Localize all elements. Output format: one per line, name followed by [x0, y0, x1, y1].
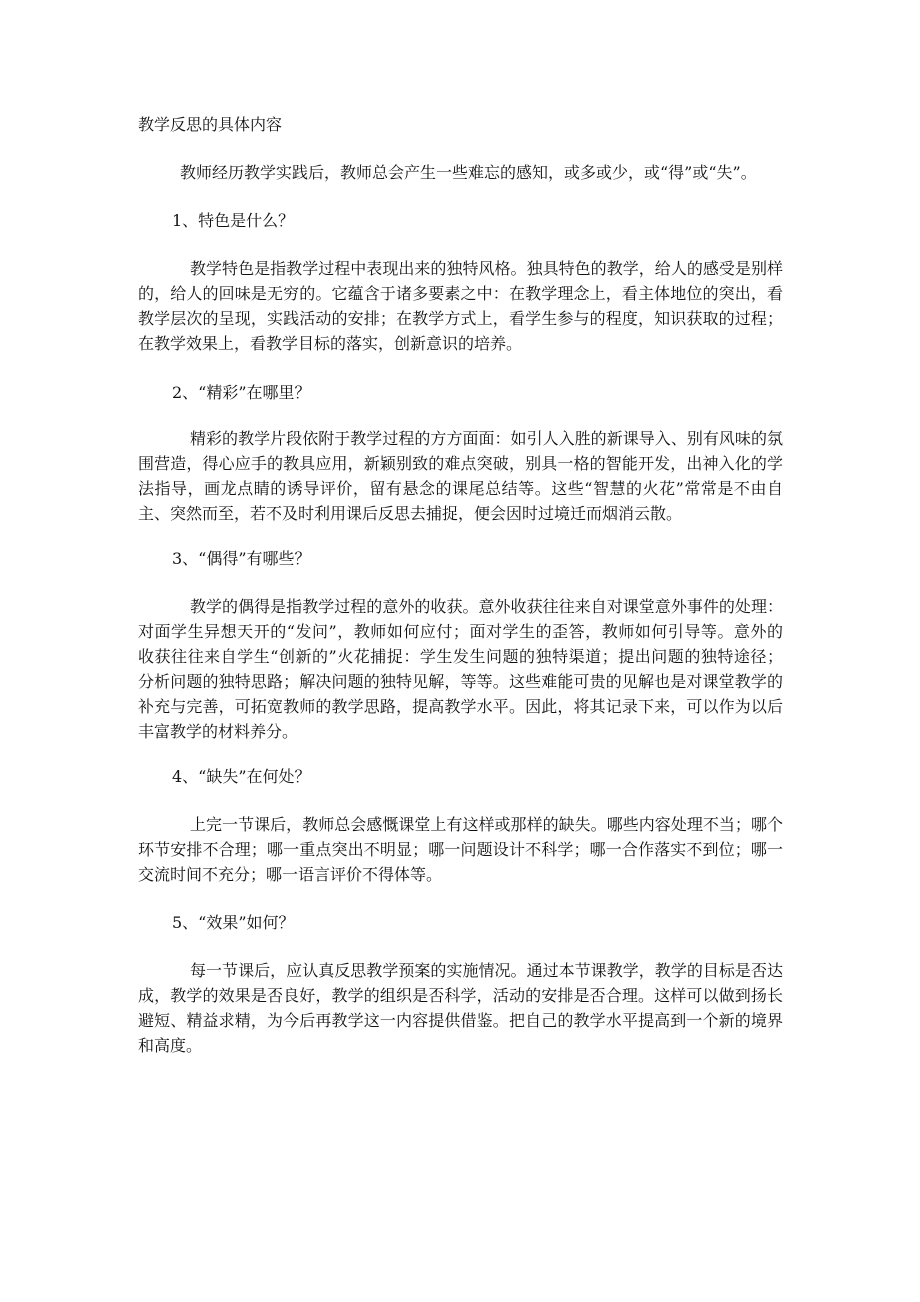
paragraph-line: 丰富教学的材料养分。: [138, 722, 299, 741]
paragraph-line: 教学层次的呈现，实践活动的安排；在教学方式上，看学生参与的程度，知识获取的过程；: [138, 309, 783, 328]
paragraph-line: 在教学效果上，看教学目标的落实，创新意识的培养。: [138, 334, 523, 353]
section-paragraph-4: [138, 812, 783, 887]
paragraph-line: 对面学生异想天开的“发问”，教师如何应付；面对学生的歪答，教师如何引导等。意外的: [138, 622, 783, 641]
paragraph-line: 法指导，画龙点睛的诱导评价，留有悬念的课尾总结等。这些“智慧的火花”常常是不由自: [138, 479, 783, 498]
section-heading-text: 4、“缺失”在何处？: [172, 767, 311, 786]
section-heading-text: 5、“效果”如何？: [172, 913, 295, 932]
paragraph-line: 环节安排不合理；哪一重点突出不明显；哪一问题设计不科学；哪一合作落实不到位；哪一: [138, 840, 783, 859]
section-paragraph-3: [138, 594, 783, 744]
intro-text: 教师经历教学实践后，教师总会产生一些难忘的感知，或多或少，或“得”或“失”。: [180, 163, 757, 182]
paragraph-line: 和高度。: [138, 1036, 203, 1055]
paragraph-line: 主、突然而至，若不及时利用课后反思去捕捉，便会因时过境迁而烟消云散。: [138, 504, 683, 523]
document-title-text: 教学反思的具体内容: [138, 115, 283, 134]
paragraph-line: 精彩的教学片段依附于教学过程的方方面面：如引人入胜的新课导入、别有风味的氛: [190, 429, 783, 448]
section-heading-text: 3、“偶得”有哪些？: [172, 549, 311, 568]
section-heading-2: [138, 380, 783, 405]
section-heading-text: 1、特色是什么？: [172, 211, 295, 230]
section-paragraph-2: [138, 426, 783, 526]
paragraph-line: 补充与完善，可拓宽教师的教学思路，提高教学水平。因此，将其记录下来，可以作为以后: [138, 697, 783, 716]
paragraph-line: 上完一节课后，教师总会感慨课堂上有这样或那样的缺失。哪些内容处理不当；哪个: [190, 815, 783, 834]
paragraph-line: 教学的偶得是指教学过程的意外的收获。意外收获往往来自对课堂意外事件的处理：: [190, 597, 783, 616]
intro-paragraph: [138, 160, 783, 185]
paragraph-line: 的，给人的回味是无穷的。它蕴含于诸多要素之中：在教学理念上，看主体地位的突出，看: [138, 284, 783, 303]
section-paragraph-5: [138, 958, 783, 1058]
paragraph-line: 交流时间不充分；哪一语言评价不得体等。: [138, 865, 443, 884]
section-heading-4: [138, 764, 783, 789]
section-heading-5: [138, 910, 783, 935]
paragraph-line: 避短、精益求精，为今后再教学这一内容提供借鉴。把自己的教学水平提高到一个新的境界: [138, 1011, 783, 1030]
section-paragraph-1: [138, 256, 783, 356]
paragraph-line: 围营造，得心应手的教具应用，新颖别致的难点突破，别具一格的智能开发，出神入化的学: [138, 454, 783, 473]
section-heading-3: [138, 546, 783, 571]
paragraph-line: 分析问题的独特思路；解决问题的独特见解，等等。这些难能可贵的见解也是对课堂教学的: [138, 672, 783, 691]
paragraph-line: 收获往往来自学生“创新的”火花捕捉：学生发生问题的独特渠道；提出问题的独特途径；: [138, 647, 783, 666]
paragraph-line: 每一节课后，应认真反思教学预案的实施情况。通过本节课教学，教学的目标是否达: [190, 961, 783, 980]
document-title: [138, 112, 783, 137]
paragraph-line: 成，教学的效果是否良好，教学的组织是否科学，活动的安排是否合理。这样可以做到扬长: [138, 986, 783, 1005]
paragraph-line: 教学特色是指教学过程中表现出来的独特风格。独具特色的教学，给人的感受是别样: [190, 259, 783, 278]
section-heading-1: [138, 208, 783, 233]
section-heading-text: 2、“精彩”在哪里？: [172, 383, 311, 402]
